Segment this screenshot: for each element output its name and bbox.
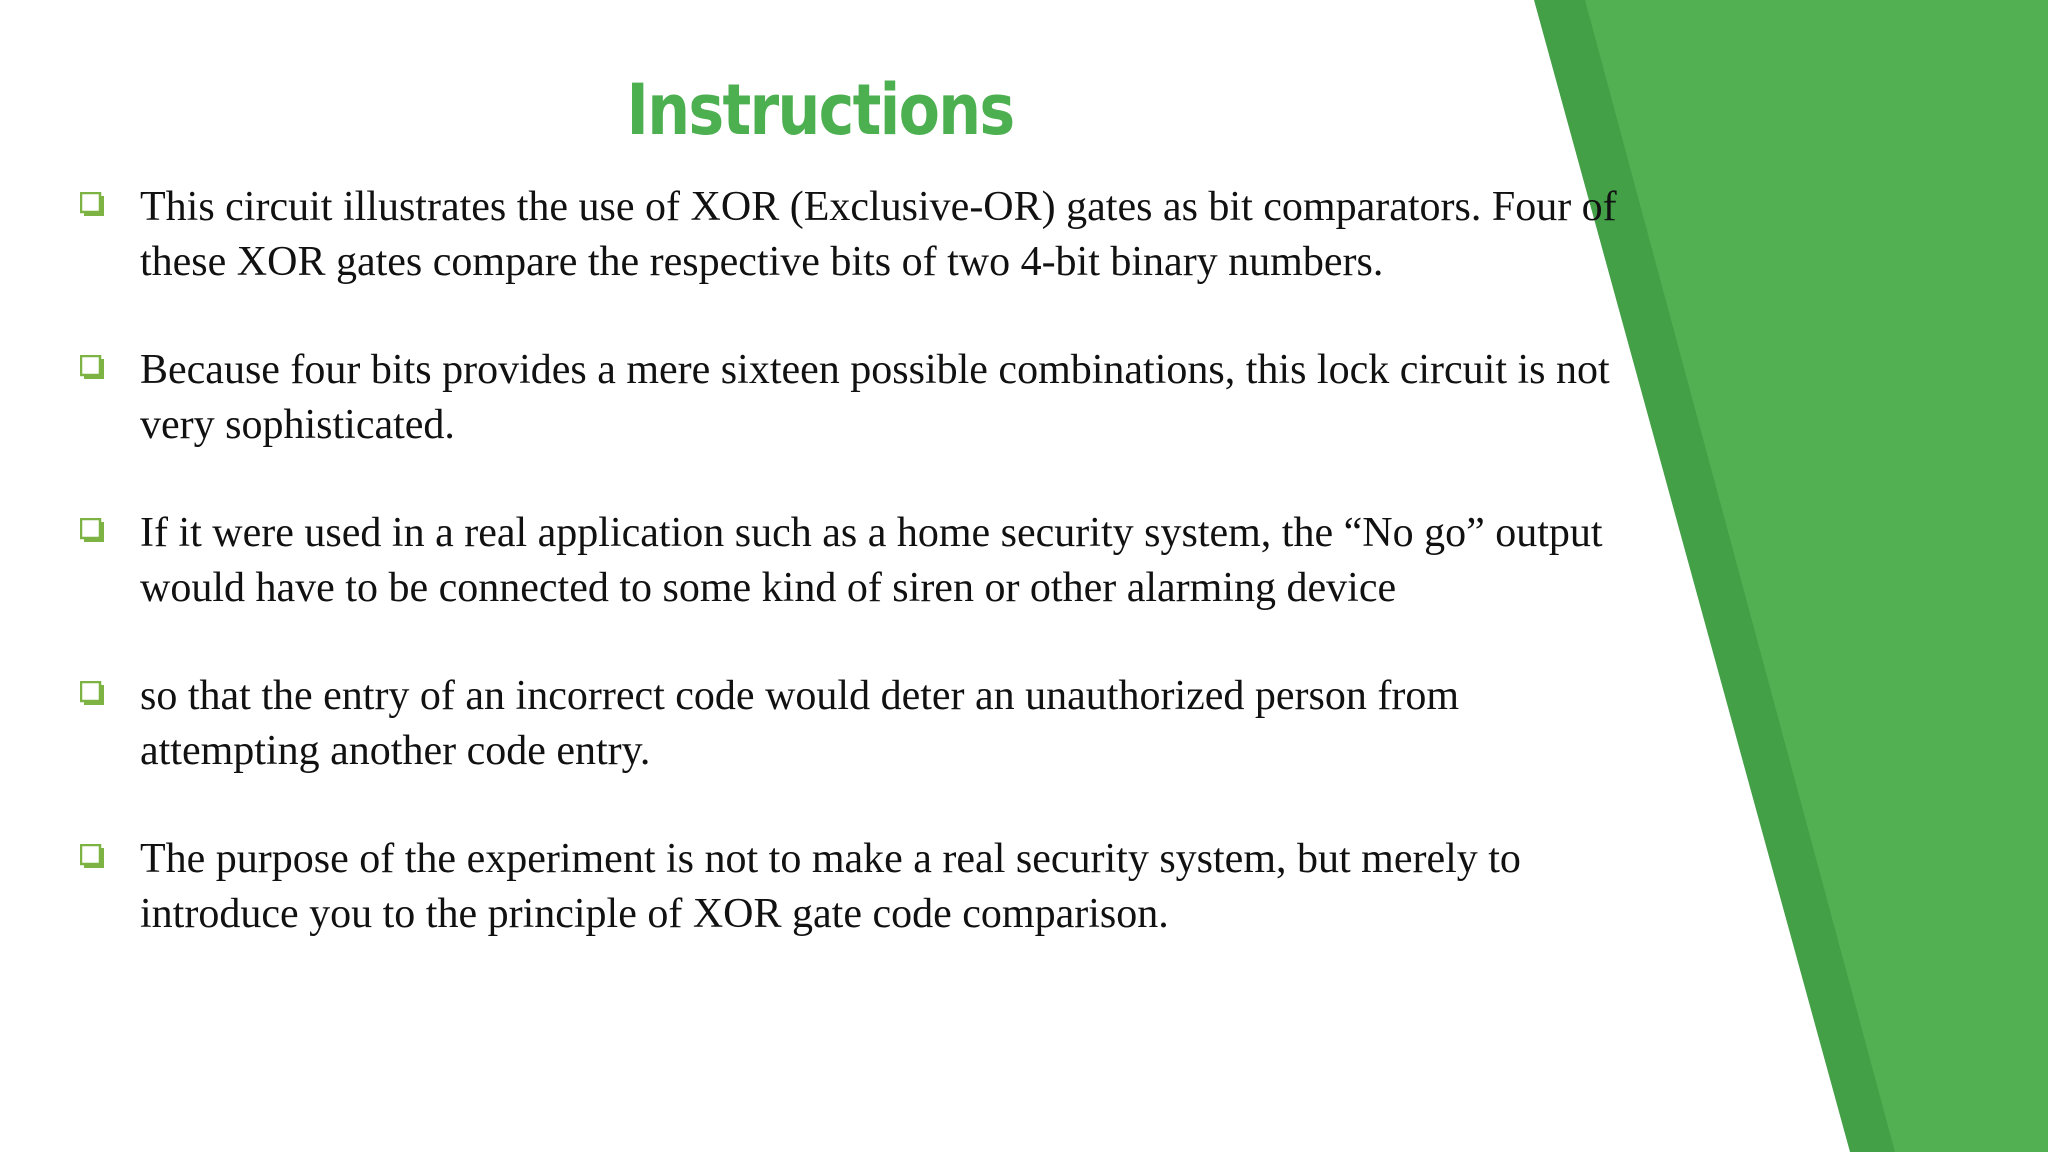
- bullet-item: [76, 506, 1636, 615]
- slide-title: Instructions: [626, 69, 1014, 151]
- hollow-square-icon: [80, 518, 104, 542]
- bullet-item: [76, 343, 1636, 452]
- bullet-item: [76, 832, 1636, 941]
- hollow-square-icon: [80, 192, 104, 216]
- instruction-list: [76, 180, 1636, 995]
- hollow-square-icon: [80, 681, 104, 705]
- hollow-square-icon: [80, 355, 104, 379]
- hollow-square-icon: [80, 844, 104, 868]
- bullet-text: Because four bits provides a mere sixteen possible combinations, this lock circuit is not very sophisticated.: [140, 347, 1610, 448]
- bullet-item: [76, 180, 1636, 289]
- bullet-text: If it were used in a real application such as a home security system, the “No go” output would have to be connected to some kind of siren or other alarming device: [140, 510, 1603, 611]
- bullet-text: This circuit illustrates the use of XOR (Exclusive-OR) gates as bit comparators. Four of these XOR gates compare the respective bits of two 4-bit binary numbers.: [140, 184, 1617, 285]
- bullet-text: The purpose of the experiment is not to make a real security system, but merely to introduce you to the principle of XOR gate code comparison.: [140, 836, 1521, 937]
- bullet-item: [76, 669, 1636, 778]
- bullet-text: so that the entry of an incorrect code would deter an unauthorized person from attempting another code entry.: [140, 673, 1460, 774]
